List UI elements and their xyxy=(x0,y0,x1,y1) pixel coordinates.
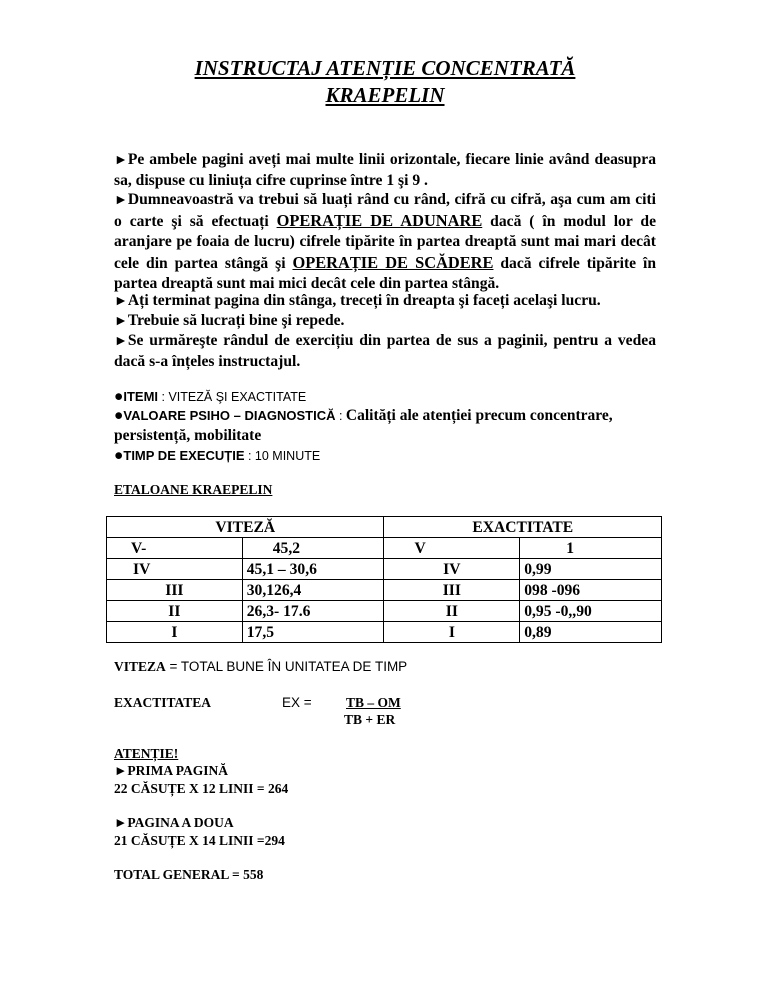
exactitate-formula-ex: EX = xyxy=(282,695,312,710)
instruction-1 xyxy=(114,150,656,191)
exactitate-value: 1 xyxy=(566,539,575,557)
triangle-bullet-icon: ► xyxy=(114,294,128,309)
viteza-class-cell xyxy=(107,622,243,643)
viteza-class-cell xyxy=(107,538,243,559)
viteza-class-cell xyxy=(107,559,243,580)
exactitate-formula-denominator: TB + ER xyxy=(344,712,396,727)
dot-bullet-icon: ● xyxy=(114,388,124,405)
instruction-5-text: Se urmăreşte rândul de exercițiu din partea de sus a paginii, pentru a vedea dacă s-a înțeles instructajul. xyxy=(114,332,656,371)
triangle-bullet-icon: ► xyxy=(114,193,128,208)
viteza-value: 45,2 xyxy=(272,539,301,557)
valoare-value: Calități ale atenției precum concentrare, persistență, mobilitate xyxy=(114,407,613,444)
triangle-bullet-icon: ► xyxy=(114,334,128,349)
exactitate-value-cell xyxy=(520,538,662,559)
header-viteza: VITEZĂ xyxy=(107,517,384,538)
viteza-value: 45,1 – 30,6 xyxy=(246,560,317,578)
timp-value: : 10 MINUTE xyxy=(244,449,321,463)
viteza-class-cell xyxy=(107,601,243,622)
prima-pagina-title: ►PRIMA PAGINĂ xyxy=(114,763,228,778)
viteza-class: II xyxy=(168,602,181,620)
viteza-class: I xyxy=(171,623,178,641)
exactitate-value: 098 -096 xyxy=(524,581,581,599)
instruction-2-text-b: dacă ( în modul lor de aranjare pe foaia de lucru) cifrele tipărite în partea dreaptă sunt mai mari decât cele din partea stângă şi xyxy=(114,213,656,272)
exactitate-value-cell xyxy=(520,559,662,580)
viteza-value: 17,5 xyxy=(246,623,275,641)
viteza-value-cell xyxy=(242,601,384,622)
exactitate-value: 0,89 xyxy=(524,623,552,641)
viteza-formula-label: VITEZA xyxy=(114,659,166,674)
exactitate-class-cell xyxy=(384,622,520,643)
viteza-class-cell xyxy=(107,580,243,601)
dot-bullet-icon: ● xyxy=(114,447,124,464)
exactitate-class: IV xyxy=(443,560,461,578)
instruction-4 xyxy=(114,311,656,332)
etaloane-heading: ETALOANE KRAEPELIN xyxy=(114,482,273,497)
triangle-bullet-icon: ► xyxy=(114,314,128,329)
subtraction-operation-label: OPERAȚIE DE SCĂDERE xyxy=(292,252,494,272)
viteza-class: V- xyxy=(131,539,147,557)
atentie-heading: ATENȚIE! xyxy=(114,746,179,761)
table-row xyxy=(107,622,662,643)
dot-bullet-icon: ● xyxy=(114,407,124,424)
pagina-doua-title: ►PAGINA A DOUA xyxy=(114,815,234,830)
exactitate-class-cell xyxy=(384,538,520,559)
exactitate-class-cell xyxy=(384,601,520,622)
meta-itemi xyxy=(114,387,674,407)
header-exactitate: EXACTITATE xyxy=(384,517,662,538)
viteza-class: IV xyxy=(133,560,151,578)
itemi-value: : VITEZĂ ŞI EXACTITATE xyxy=(158,390,307,404)
exactitate-class: V xyxy=(414,539,426,557)
etaloane-table xyxy=(106,516,662,643)
instruction-3-text: Ați terminat pagina din stânga, treceți în dreapta şi faceți acelaşi lucru. xyxy=(127,292,601,309)
exactitate-formula-numerator: TB – OM xyxy=(346,695,401,710)
viteza-value: 30,126,4 xyxy=(246,581,302,599)
instruction-2 xyxy=(114,190,656,294)
viteza-class: III xyxy=(165,581,184,599)
table-header-row xyxy=(107,517,662,538)
addition-operation-label: OPERAȚIE DE ADUNARE xyxy=(276,211,483,231)
instruction-4-text: Trebuie să lucrați bine şi repede. xyxy=(127,312,345,329)
valoare-separator: : xyxy=(335,409,346,423)
exactitate-class: I xyxy=(448,623,455,641)
table-row xyxy=(107,580,662,601)
viteza-value-cell xyxy=(242,538,384,559)
viteza-value-cell xyxy=(242,580,384,601)
table-row xyxy=(107,538,662,559)
meta-valoare xyxy=(114,406,674,446)
pagina-doua-calc: 21 CĂSUȚE X 14 LINII =294 xyxy=(114,833,285,848)
viteza-value-cell xyxy=(242,559,384,580)
exactitate-value: 0,99 xyxy=(524,560,552,578)
instruction-3 xyxy=(114,291,656,312)
table-row xyxy=(107,601,662,622)
timp-label: TIMP DE EXECUȚIE xyxy=(123,448,245,463)
meta-timp xyxy=(114,446,674,466)
exactitate-value-cell xyxy=(520,601,662,622)
prima-pagina-calc: 22 CĂSUȚE X 12 LINII = 264 xyxy=(114,781,289,796)
exactitate-value: 0,95 -0,,90 xyxy=(524,602,592,620)
document-title-line-1: INSTRUCTAJ ATENȚIE CONCENTRATĂ xyxy=(194,56,576,80)
triangle-bullet-icon: ► xyxy=(114,153,128,168)
viteza-value-cell xyxy=(242,622,384,643)
valoare-label: VALOARE PSIHO – DIAGNOSTICĂ xyxy=(123,408,336,423)
exactitate-formula-label: EXACTITATEA xyxy=(114,695,212,710)
exactitate-class-cell xyxy=(384,580,520,601)
itemi-label: ITEMI xyxy=(123,389,159,404)
exactitate-class: II xyxy=(445,602,458,620)
total-general: TOTAL GENERAL = 558 xyxy=(114,867,264,882)
instruction-5 xyxy=(114,331,656,372)
viteza-formula-text: = TOTAL BUNE ÎN UNITATEA DE TIMP xyxy=(165,659,408,674)
instruction-2-text-a: Dumneavoastră va trebui să luați rând cu rând, cifră cu cifră, aşa cum am citi o carte şi să efectuați xyxy=(114,191,656,231)
exactitate-class-cell xyxy=(384,559,520,580)
table-row xyxy=(107,559,662,580)
viteza-value: 26,3- 17.6 xyxy=(246,602,311,620)
exactitate-value-cell xyxy=(520,580,662,601)
exactitate-value-cell xyxy=(520,622,662,643)
exactitate-class: III xyxy=(442,581,461,599)
document-title-line-2: KRAEPELIN xyxy=(325,83,445,107)
instruction-2-text-c: dacă cifrele tipărite în partea dreaptă sunt mai mici decât cele din partea stângă. xyxy=(114,254,656,292)
instruction-1-text: Pe ambele pagini aveți mai multe linii orizontale, fiecare linie având deasupra sa, dispuse cu liniuța cifre cuprinse între 1 şi 9 . xyxy=(114,151,656,190)
viteza-formula xyxy=(114,658,407,676)
